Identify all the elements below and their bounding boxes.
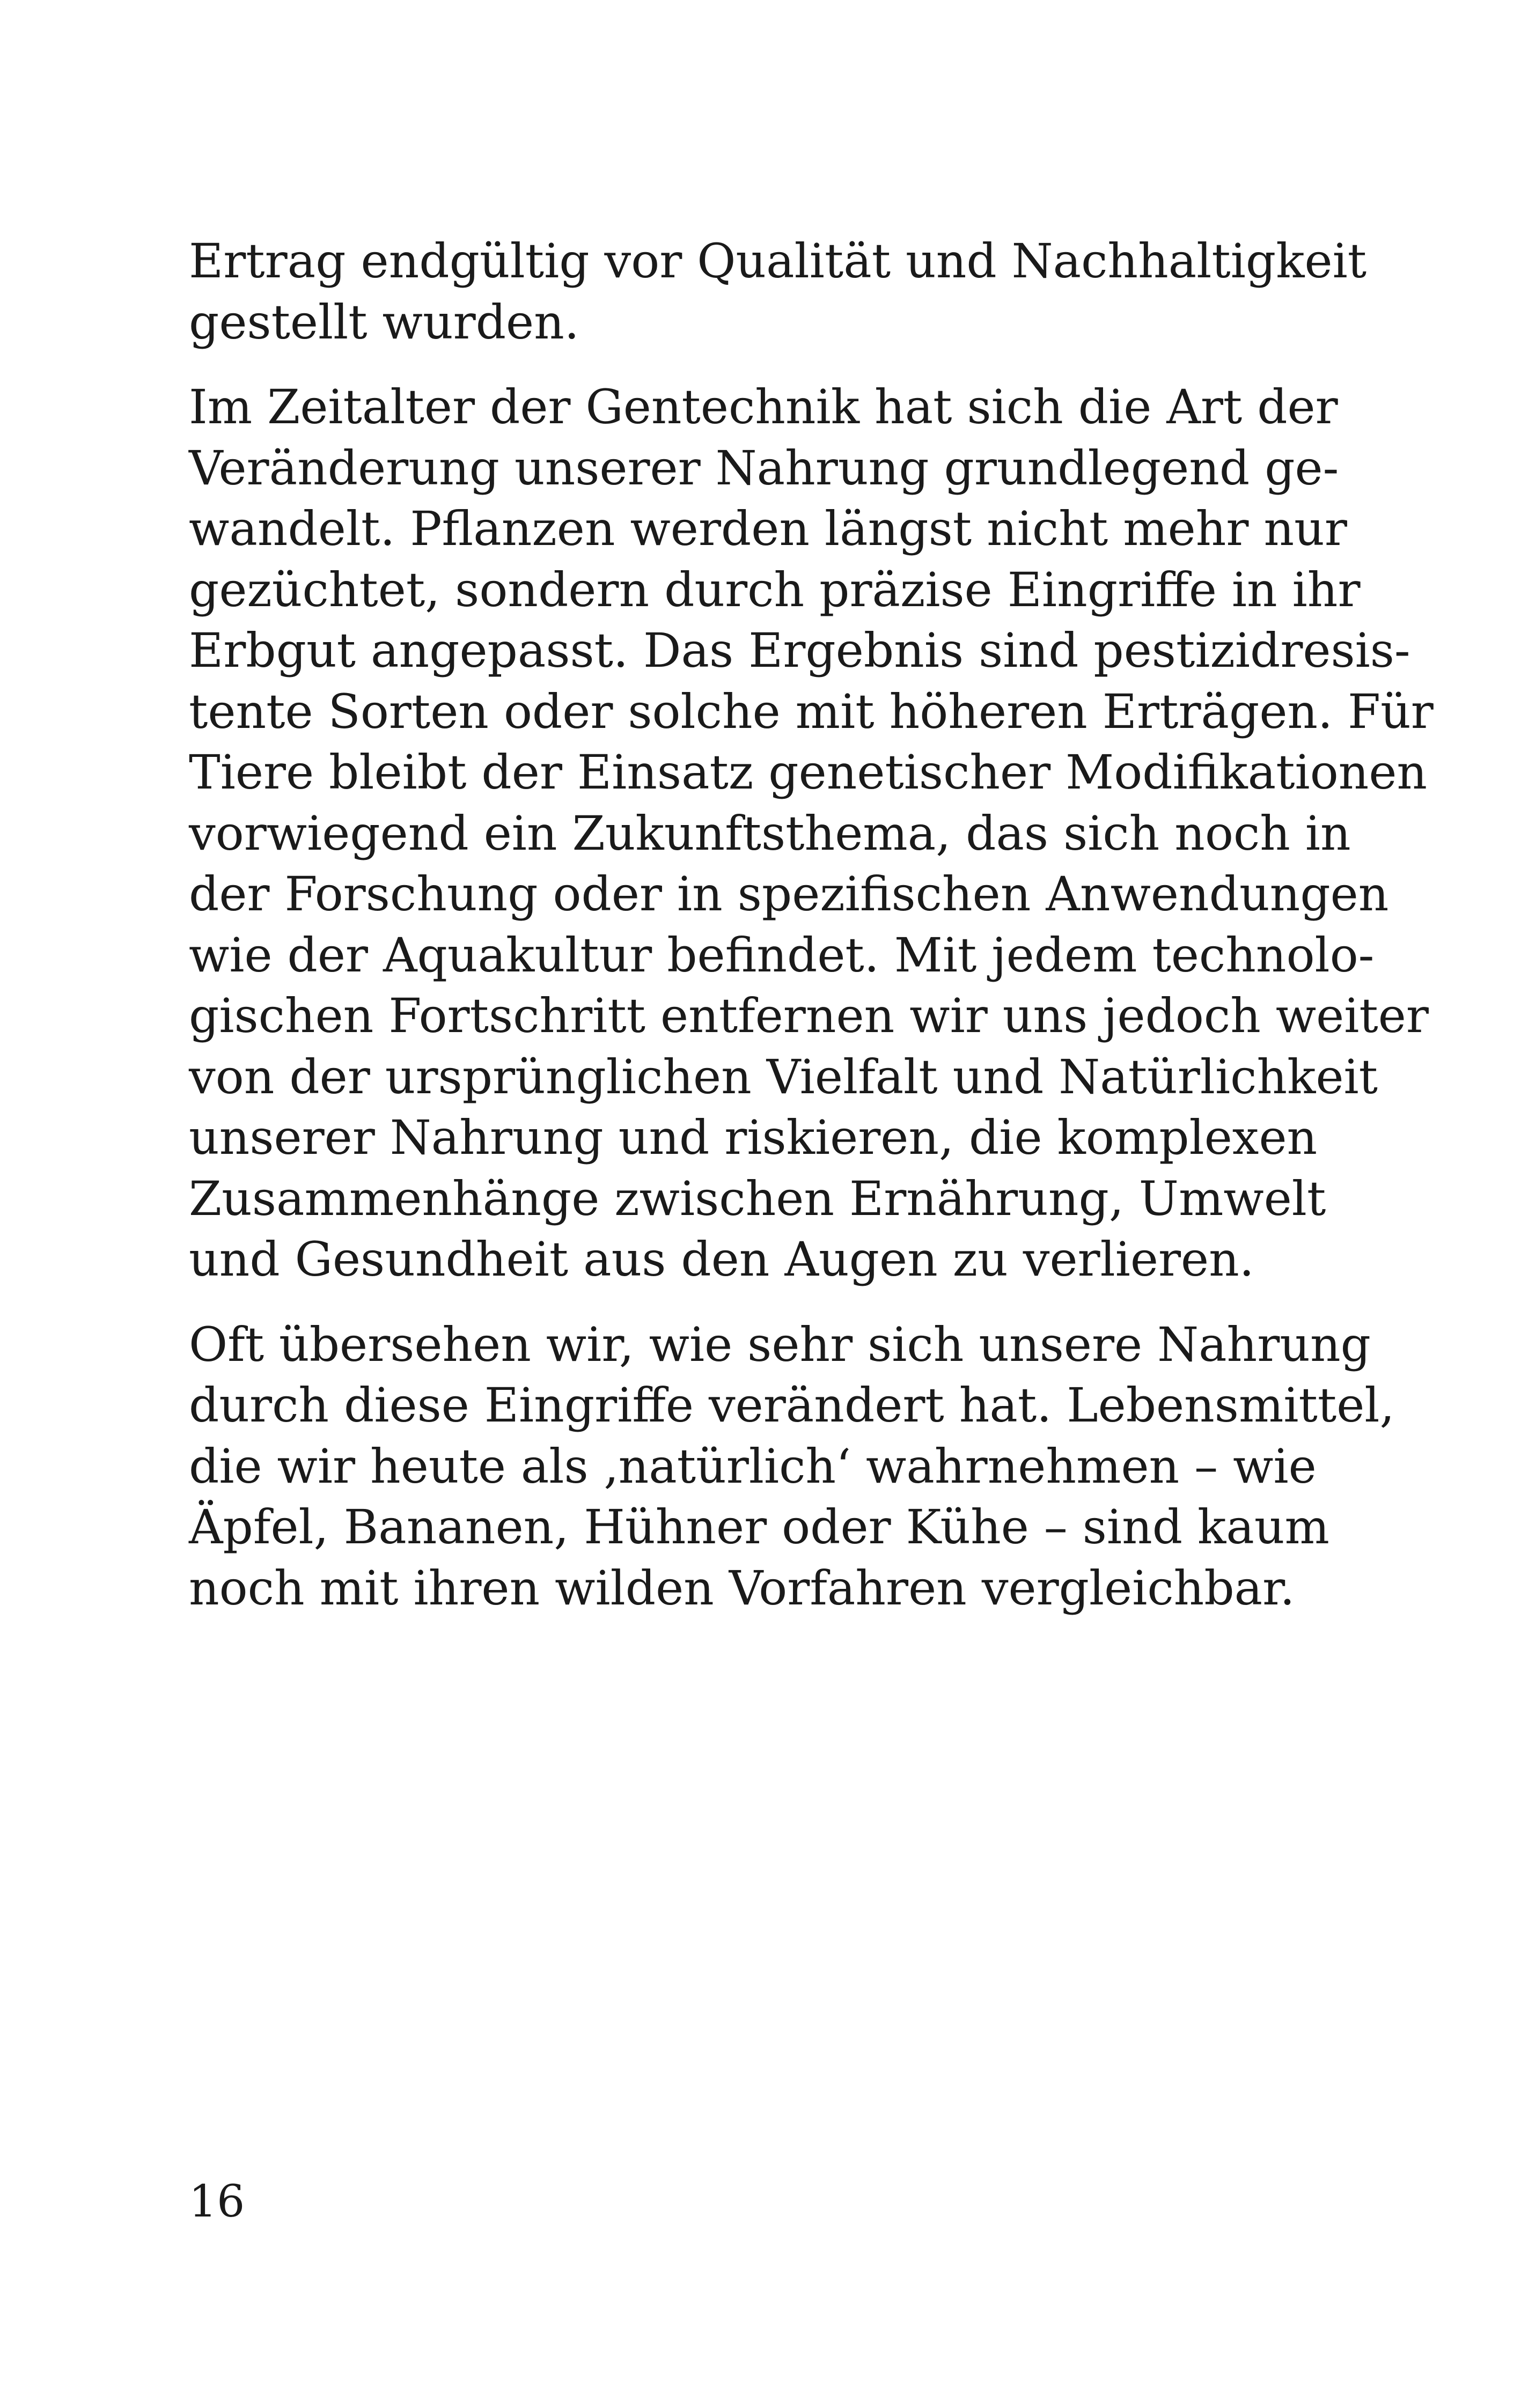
text-line: unserer Nahrung und riskieren, die komplexen <box>189 1110 1318 1165</box>
text-line: von der ursprünglichen Vielfalt und Natürlichkeit <box>189 1049 1378 1104</box>
text-line: Oft übersehen wir, wie sehr sich unsere Nahrung <box>189 1316 1371 1372</box>
body-text <box>189 231 1434 1643</box>
text-line: gestellt wurden. <box>189 294 579 350</box>
text-line: wie der Aquakultur befindet. Mit jedem technolo- <box>189 927 1375 983</box>
text-line: Veränderung unserer Nahrung grundlegend ge- <box>189 440 1339 496</box>
text-line: gischen Fortschritt entfernen wir uns jedoch weiter <box>189 988 1429 1043</box>
text-line: Erbgut angepasst. Das Ergebnis sind pestizidresis- <box>189 623 1410 678</box>
text-line: vorwiegend ein Zukunftsthema, das sich noch in <box>189 805 1351 861</box>
page-number: 16 <box>189 2176 245 2227</box>
text-line: Im Zeitalter der Gentechnik hat sich die Art der <box>189 379 1338 435</box>
text-line: durch diese Eingriffe verändert hat. Lebensmittel, <box>189 1378 1395 1433</box>
text-line: der Forschung oder in spezifischen Anwendungen <box>189 866 1389 922</box>
text-line: Ertrag endgültig vor Qualität und Nachhaltigkeit <box>189 233 1367 289</box>
text-line: und Gesundheit aus den Augen zu verlieren. <box>189 1232 1254 1287</box>
paragraph-3 <box>189 1314 1395 1619</box>
text-line: tente Sorten oder solche mit höheren Erträgen. Für <box>189 683 1434 739</box>
text-line: noch mit ihren wilden Vorfahren vergleichbar. <box>189 1560 1295 1616</box>
text-line: Tiere bleibt der Einsatz genetischer Modifikationen <box>189 745 1428 800</box>
text-line: Zusammenhänge zwischen Ernährung, Umwelt <box>189 1170 1326 1226</box>
paragraph-2 <box>189 377 1434 1290</box>
text-line: gezüchtet, sondern durch präzise Eingriffe in ihr <box>189 562 1361 617</box>
text-line: Äpfel, Bananen, Hühner oder Kühe – sind kaum <box>189 1499 1329 1555</box>
text-line: wandelt. Pflanzen werden längst nicht mehr nur <box>189 501 1347 556</box>
paragraph-1 <box>189 231 1367 352</box>
text-line: die wir heute als ‚natürlich‘ wahrnehmen – wie <box>189 1438 1317 1494</box>
